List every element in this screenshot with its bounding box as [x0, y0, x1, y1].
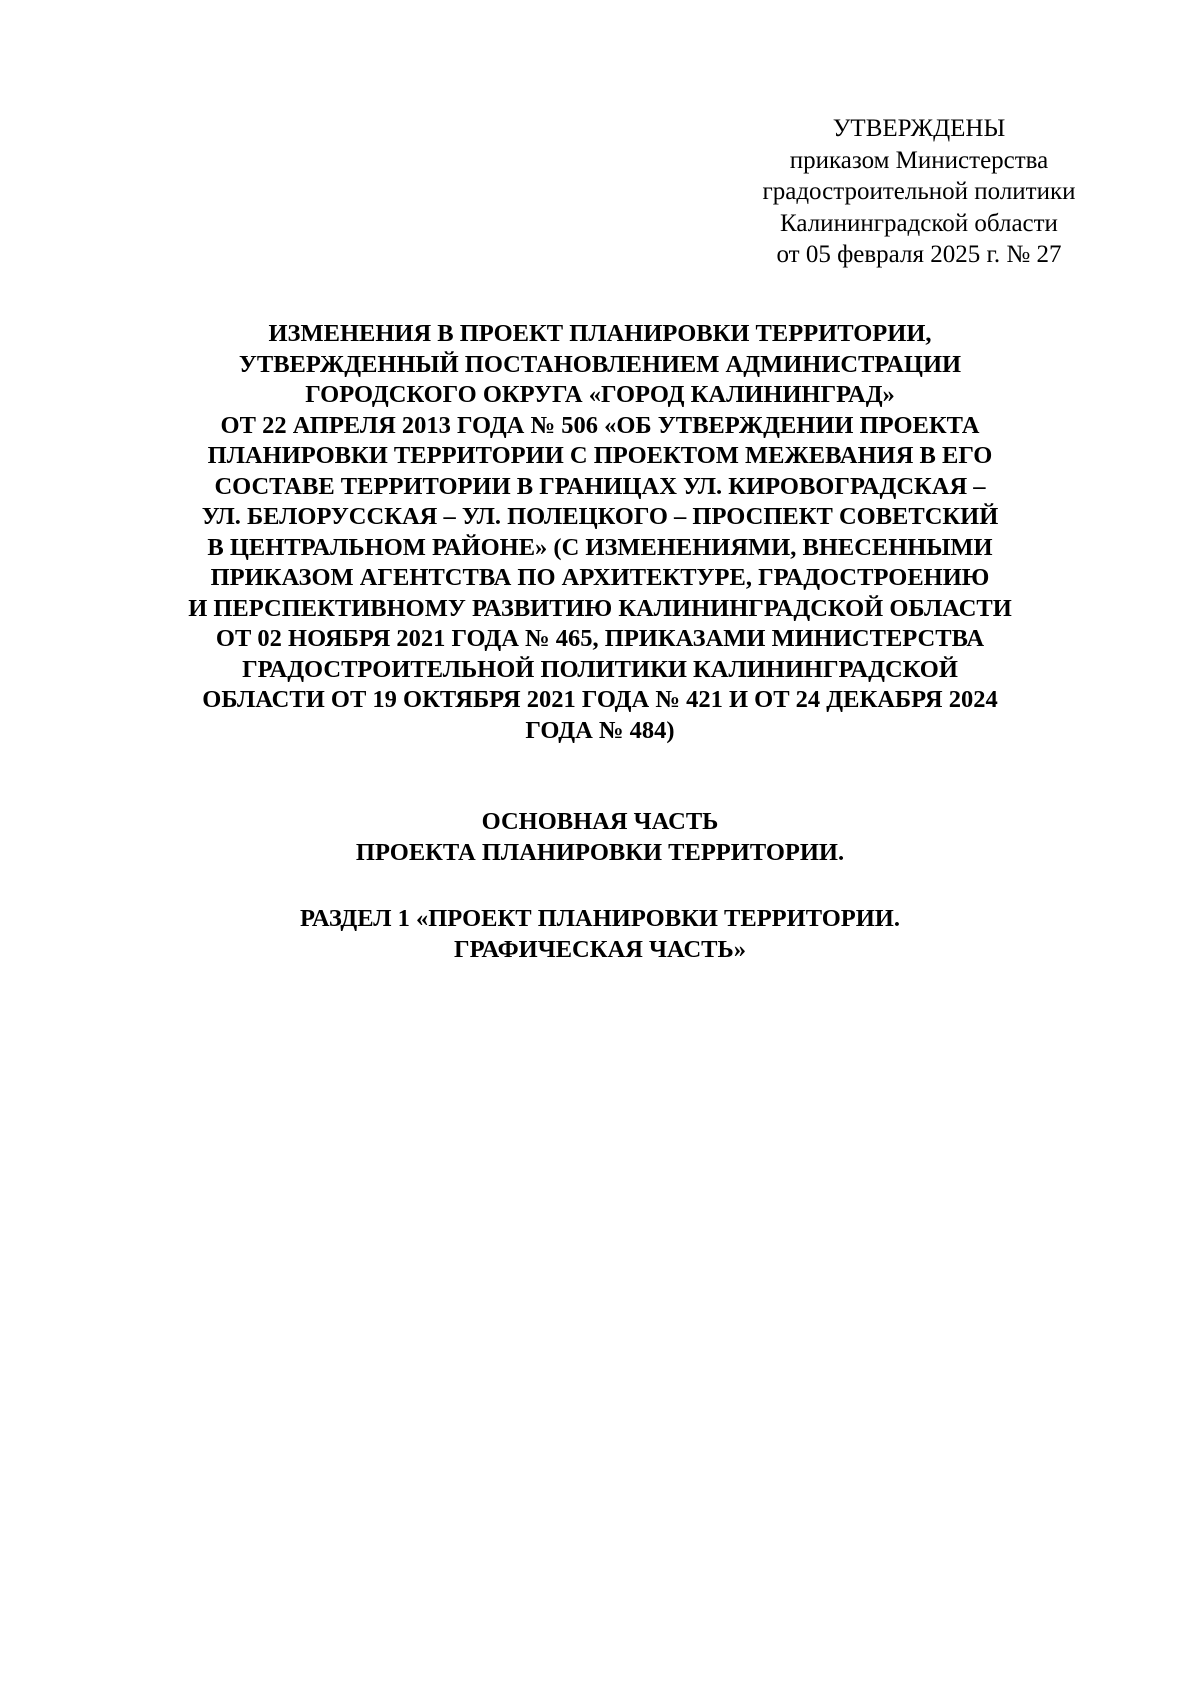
section-one-line: ГРАФИЧЕСКАЯ ЧАСТЬ» [454, 935, 746, 963]
title-line: ОБЛАСТИ ОТ 19 ОКТЯБРЯ 2021 ГОДА № 421 И ОТ 24 ДЕКАБРЯ 2024 [202, 686, 998, 713]
approval-line: УТВЕРЖДЕНЫ [832, 115, 1006, 142]
title-line: В ЦЕНТРАЛЬНОМ РАЙОНЕ» (С ИЗМЕНЕНИЯМИ, ВНЕСЕННЫМИ [207, 533, 993, 561]
title-line: УТВЕРЖДЕННЫЙ ПОСТАНОВЛЕНИЕМ АДМИНИСТРАЦИИ [238, 350, 962, 378]
title-line: И ПЕРСПЕКТИВНОМУ РАЗВИТИЮ КАЛИНИНГРАДСКОЙ ОБЛАСТИ [188, 594, 1012, 622]
document-title [100, 319, 1100, 746]
title-line: ОТ 22 АПРЕЛЯ 2013 ГОДА № 506 «ОБ УТВЕРЖДЕНИИ ПРОЕКТА [220, 411, 980, 439]
title-line: УЛ. БЕЛОРУССКАЯ – УЛ. ПОЛЕЦКОГО – ПРОСПЕКТ СОВЕТСКИЙ [201, 503, 999, 530]
title-line: ИЗМЕНЕНИЯ В ПРОЕКТ ПЛАНИРОВКИ ТЕРРИТОРИИ, [268, 320, 932, 347]
approval-line: от 05 февраля 2025 г. № 27 [776, 241, 1062, 268]
title-line: СОСТАВЕ ТЕРРИТОРИИ В ГРАНИЦАХ УЛ. КИРОВОГРАДСКАЯ – [214, 472, 986, 500]
main-part-heading [100, 807, 1100, 868]
title-line: ОТ 02 НОЯБРЯ 2021 ГОДА № 465, ПРИКАЗАМИ МИНИСТЕРСТВА [215, 625, 985, 652]
approval-line: приказом Министерства [789, 146, 1049, 174]
approval-line: градостроительной политики [762, 178, 1076, 205]
approval-stamp [720, 113, 1118, 271]
title-line: ГОДА № 484) [525, 716, 675, 744]
section-one-line: РАЗДЕЛ 1 «ПРОЕКТ ПЛАНИРОВКИ ТЕРРИТОРИИ. [300, 905, 900, 932]
title-line: ГРАДОСТРОИТЕЛЬНОЙ ПОЛИТИКИ КАЛИНИНГРАДСКОЙ [242, 655, 958, 683]
approval-line: Калининградской области [780, 209, 1058, 237]
main-part-line: ПРОЕКТА ПЛАНИРОВКИ ТЕРРИТОРИИ. [355, 838, 845, 866]
title-line: ГОРОДСКОГО ОКРУГА «ГОРОД КАЛИНИНГРАД» [305, 381, 895, 408]
main-part-line: ОСНОВНАЯ ЧАСТЬ [481, 808, 719, 835]
title-line: ПЛАНИРОВКИ ТЕРРИТОРИИ С ПРОЕКТОМ МЕЖЕВАНИЯ В ЕГО [207, 442, 993, 469]
section-one-heading [100, 904, 1100, 965]
title-line: ПРИКАЗОМ АГЕНТСТВА ПО АРХИТЕКТУРЕ, ГРАДОСТРОЕНИЮ [210, 564, 990, 591]
